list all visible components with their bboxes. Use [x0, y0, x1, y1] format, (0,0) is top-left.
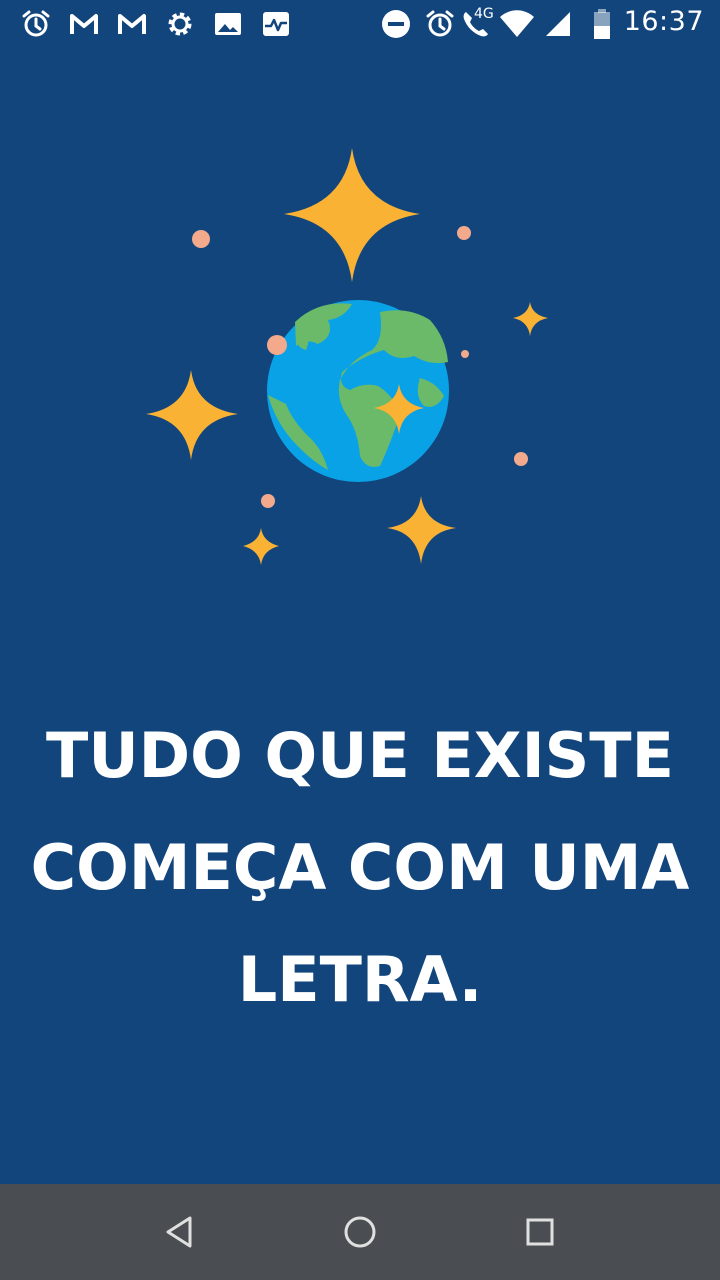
home-icon[interactable]: [336, 1208, 384, 1256]
battery-icon: [590, 8, 614, 40]
status-clock: 16:37: [623, 6, 704, 37]
back-icon[interactable]: [156, 1208, 204, 1256]
globe-icon: [267, 300, 449, 482]
headline-line: TUDO QUE EXISTE: [46, 719, 674, 792]
star-icon: [284, 148, 420, 282]
headline: [0, 700, 720, 1036]
star-icon: [513, 302, 548, 336]
alarm-icon: [20, 8, 52, 40]
dot-icon: [461, 350, 469, 358]
dot-icon: [514, 452, 528, 466]
star-icon: [387, 496, 456, 564]
star-icon: [243, 528, 279, 565]
gmail-icon: [116, 8, 148, 40]
recents-icon[interactable]: [516, 1208, 564, 1256]
status-bar: [0, 0, 720, 48]
headline-line: COMEÇA COM UMA: [30, 831, 690, 904]
headline-line: LETRA.: [237, 943, 483, 1016]
signal-icon: [542, 8, 574, 40]
wifi-icon: [498, 8, 536, 40]
dot-icon: [261, 494, 275, 508]
alarm-icon: [424, 8, 456, 40]
earth-illustration: [0, 120, 720, 600]
network-type-label: 4G: [474, 6, 494, 22]
activity-icon: [260, 8, 292, 40]
dot-icon: [192, 230, 210, 248]
navigation-bar: [0, 1184, 720, 1280]
image-icon: [212, 8, 244, 40]
gmail-icon: [68, 8, 100, 40]
dot-icon: [457, 226, 471, 240]
star-icon: [146, 370, 238, 460]
settings-icon: [164, 8, 196, 40]
dot-icon: [267, 335, 287, 355]
do-not-disturb-icon: [380, 8, 412, 40]
